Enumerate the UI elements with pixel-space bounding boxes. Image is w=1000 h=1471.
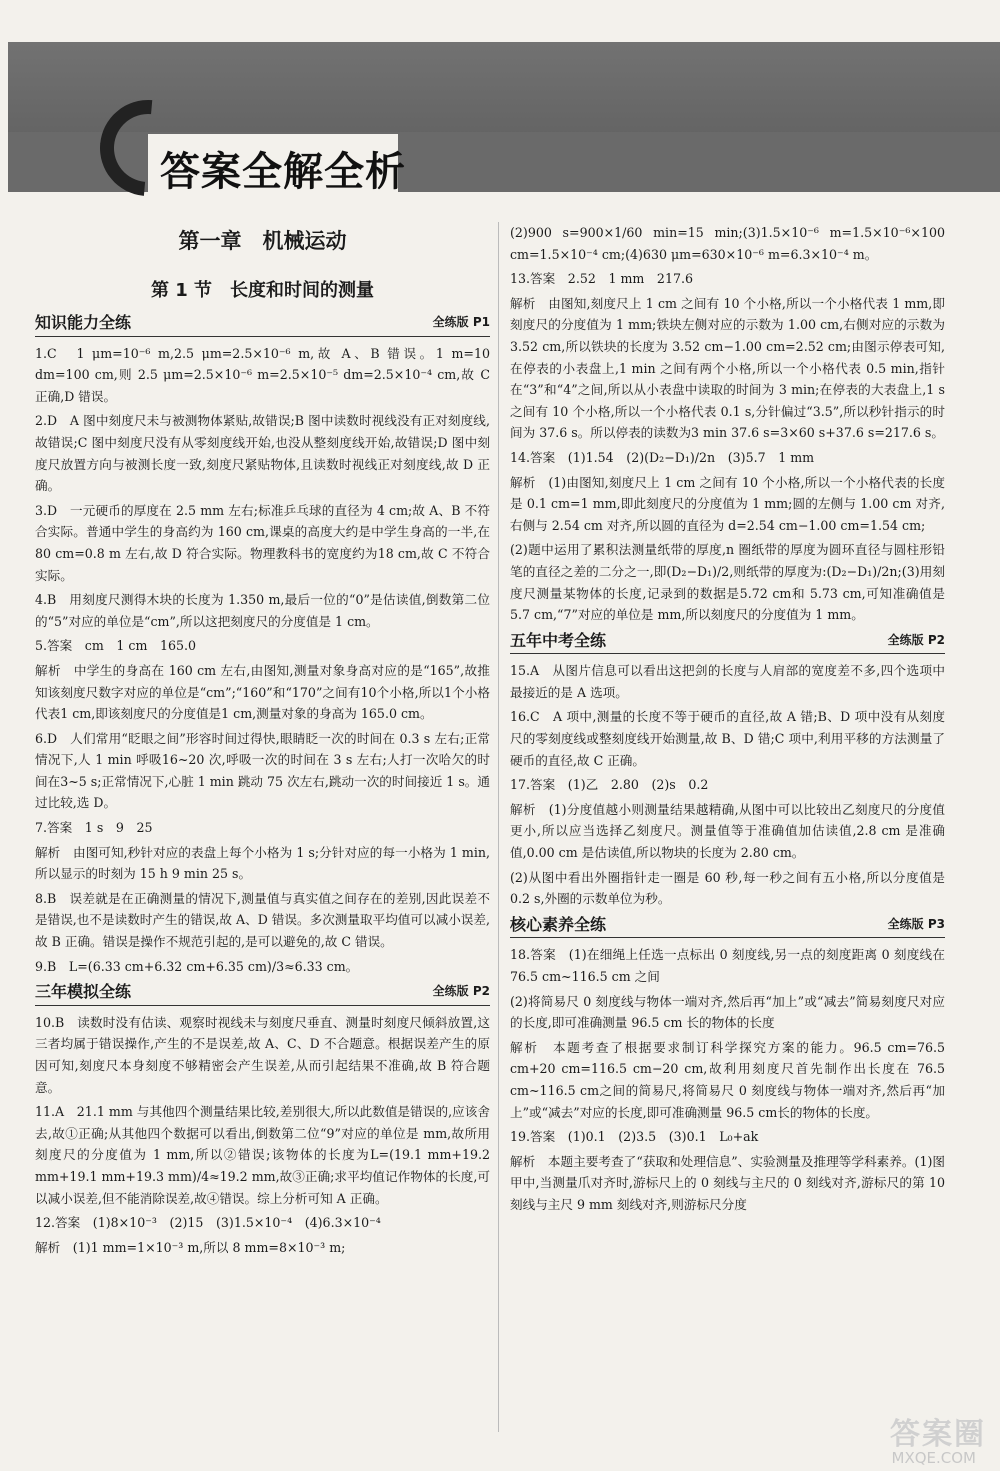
answer-item: 解析 本题主要考查了“获取和处理信息”、实验测量及推理等学科素养。(1)图甲中,当测量爪对齐时,游标尺上的 0 刻线与主尺的 0 刻线对齐,游标尺的第 10 刻线与主尺 9 mm 刻线对齐,则游标尺分度 [510,1153,945,1212]
watermark-url: MXQE.COM [891,1449,976,1467]
section-title: 第 1 节 长度和时间的测量 [150,280,375,301]
answer-item: 7.答案 1 s 9 25 [35,820,153,836]
answer-item: 13.答案 2.52 1 mm 217.6 [510,271,693,287]
answer-item: (2)从图中看出外圈指针走一圈是 60 秒,每一秒之间有五小格,所以分度值是 0.2 s,外圈的示数单位为秒。 [510,869,945,907]
section-bar-3 [510,630,945,655]
watermark-text: 答案圈 [890,1417,986,1452]
answer-item: 12.答案 (1)8×10⁻³ (2)15 (3)1.5×10⁻⁴ (4)6.3×10⁻⁴ [35,1215,381,1231]
section-bar-page: 全练版 P2 [432,984,490,999]
answer-list-3 [510,660,945,910]
column-divider [498,222,499,1432]
answer-item: 17.答案 (1)乙 2.80 (2)s 0.2 [510,777,709,793]
chapter-title: 第一章 机械运动 [178,229,347,253]
answer-item: 解析 由图可知,秒针对应的表盘上每个小格为 1 s;分针对应的每一小格为 1 min,所以显示的时刻为 15 h 9 min 25 s。 [35,844,490,882]
answer-item: (2)将简易尺 0 刻度线与物体一端对齐,然后再“加上”或“减去”简易刻度尺对应的长度,即可准确测量 96.5 cm 长的物体的长度 [510,993,945,1031]
right-column [510,222,945,1219]
answer-item: 14.答案 (1)1.54 (2)(D₂−D₁)/2n (3)5.7 1 mm [510,449,815,465]
answer-item: 3.D 一元硬币的厚度在 2.5 mm 左右;标准乒乓球的直径为 4 cm;故 A、B 不符合实际。普通中学生的身高约为 160 cm,课桌的高度大约是中学生身高的一半,在 80 cm=0.8 m 左右,故 D 符合实际。物理教科书的宽度约为18 cm,故 C 不符合实际。 [35,502,490,583]
section-bar-title: 三年模拟全练 [35,982,132,1002]
answer-item: 16.C A 项中,测量的长度不等于硬币的直径,故 A 错;B、D 项中没有从刻度尺的零刻度线或整刻度线开始测量,故 B、D 错;C 项中,利用平移的方法测量了硬币的直径,故 C 正确。 [510,709,945,768]
section-bar-page: 全练版 P2 [887,632,945,647]
answer-item: 9.B L=(6.33 cm+6.32 cm+6.35 cm)/3≈6.33 cm。 [35,958,359,974]
answer-item: 15.A 从图片信息可以看出这把剑的长度与人肩部的宽度差不多,四个选项中最接近的是 A 选项。 [510,663,945,700]
section-bar-page: 全练版 P1 [432,315,490,329]
answer-item: 解析 本题考查了根据要求制订科学探究方案的能力。96.5 cm=76.5 cm+20 cm=116.5 cm−20 cm,故利用刻度尺首先制作出长度在 76.5 cm~116.5 cm之间的简易尺,将简易尺 0 刻度线与物体一端对齐,然后再“加上”或“减去”对应的长度,即可准确测量 96.5 cm长的物体的长度。 [510,1039,945,1120]
section-bar-4 [510,914,945,939]
answer-item: 6.D 人们常用“眨眼之间”形容时间过得快,眼睛眨一次的时间在 0.3 s 左右;正常情况下,人 1 min 呼吸16~20 次,呼吸一次的时间在 3 s 左右;人打一次哈欠的时间在3~5 s;正常情况下,心脏 1 min 跳动 75 次左右,跳动一次的时间接近 1 s。通过比较,选 D。 [35,730,490,811]
left-column [35,222,490,1261]
answer-item: (2)题中运用了累积法测量纸带的厚度,n 圈纸带的厚度为圆环直径与圆柱形铅笔的直径之差的二分之一,即(D₂−D₁)/2,则纸带的厚度为:(D₂−D₁)/2n;(3)用刻度尺测量某物体的长度,记录到的数据是5.72 cm和 5.73 cm,可知准确值是 5.7 cm,“7”对应的单位是 mm,所以刻度尺的分度值为 1 mm。 [510,542,945,623]
answer-item: 10.B 读数时没有估读、观察时视线未与刻度尺垂直、测量时刻度尺倾斜放置,这三者均属于错误操作,产生的不是误差,故 A、C、D 不合题意。根据误差产生的原因可知,刻度尺本身刻度不够精密会产生误差,从而引起结果不准确,故 B 符合题意。 [35,1014,490,1095]
section-bar-page: 全练版 P3 [887,916,945,931]
page-title: 答案全解全析 [160,149,406,195]
answer-item: 2.D A 图中刻度尺未与被测物体紧贴,故错误;B 图中读数时视线没有正对刻度线,故错误;C 图中刻度尺没有从零刻度线开始,也没从整刻度线开始,故错误;D 图中刻度尺放置方向与被测长度一致,刻度尺紧贴物体,且读数时视线正对刻度线,故 D 正确。 [35,413,490,494]
section-bar-title: 知识能力全练 [35,313,132,332]
answer-item: 解析 (1)由图知,刻度尺上 1 cm 之间有 10 个小格,所以一个小格代表的长度是 0.1 cm=1 mm,即此刻度尺的分度值为 1 mm;圆的左侧与 1.00 cm 对齐,右侧与 2.54 cm 对齐,所以圆的直径为 d=2.54 cm−1.00 cm=1.54 cm; [510,474,945,533]
answer-list-4 [510,944,945,1215]
answer-item: 1.C 1 μm=10⁻⁶ m,2.5 μm=2.5×10⁻⁶ m,故 A、B 错误。1 m=10 dm=100 cm,则 2.5 μm=2.5×10⁻⁶ m=2.5×10⁻⁵ dm=2.5×10⁻⁴ cm,故 C 正确,D 错误。 [35,345,490,404]
title-block [90,100,490,210]
answer-list-2 [35,1012,490,1259]
section-bar-title: 五年中考全练 [510,630,607,650]
answer-item: 解析 (1)1 mm=1×10⁻³ m,所以 8 mm=8×10⁻³ m; [35,1239,346,1255]
answer-item: 19.答案 (1)0.1 (2)3.5 (3)0.1 L₀+ak [510,1129,759,1145]
answer-item: 5.答案 cm 1 cm 165.0 [35,638,197,654]
watermark-logo [796,1393,986,1467]
answer-item: 11.A 21.1 mm 与其他四个测量结果比较,差别很大,所以此数值是错误的,应该舍去,故①正确;从其他四个数据可以看出,倒数第二位“9”对应的单位是 mm,故所用刻度尺的分度值为 1 mm,所以②错误;该物体的长度为L=(19.1 mm+19.2 mm+19.1 mm+19.3 mm)/4≈19.2 mm,故③正确;求平均值记作物体的长度,可以减小误差,但不能消除误差,故④错误。综上分析可知 A 正确。 [35,1104,490,1206]
answer-item: 解析 中学生的身高在 160 cm 左右,由图知,测量对象身高对应的是“165”,故推知该刻度尺数字对应的单位是“cm”;“160”和“170”之间有10个小格,所以1个小格代表1 cm,即该刻度尺的分度值是1 cm,测量对象的身高为 165.0 cm。 [35,662,490,722]
answer-item: 解析 由图知,刻度尺上 1 cm 之间有 10 个小格,所以一个小格代表 1 mm,即刻度尺的分度值为 1 mm;铁块左侧对应的示数为 1.00 cm,右侧对应的示数为 3.52 cm,所以铁块的长度为 3.52 cm−1.00 cm=2.52 cm;由图示停表可知,在停表的小表盘上,1 min 之间有两个小格,所以一个小格代表 0.5 min,指针在“3”和“4”之间,所以从小表盘中读取的时间为 3 min;在停表的大表盘上,1 s 之间有 10 个小格,所以一个小格代表 0.1 s,分针偏过“3.5”,所以秒针指示的时间为 37.6 s。所以停表的读数为3 min 37.6 s=3×60 s+37.6 s=217.6 s。 [510,295,945,441]
section-bar-1 [35,312,490,337]
answer-item: (2)900 s=900×1/60 min=15 min;(3)1.5×10⁻⁶ m=1.5×10⁻⁶×100 cm=1.5×10⁻⁴ cm;(4)630 μm=630×10⁻⁶ m=6.3×10⁻⁴ m。 [510,225,945,262]
answer-item: 8.B 误差就是在正确测量的情况下,测量值与真实值之间存在的差别,因此误差不是错误,也不是读数时产生的错误,故 A、D 错误。多次测量取平均值可以减小误差,故 B 正确。错误是操作不规范引起的,是可以避免的,故 C 错误。 [35,890,490,950]
section-bar-title: 核心素养全练 [510,914,607,934]
answer-item: 4.B 用刻度尺测得木块的长度为 1.350 m,最后一位的“0”是估读值,倒数第二位的“5”对应的单位是“cm”,所以这把刻度尺的分度值是 1 cm。 [35,592,490,629]
answer-item: 解析 (1)分度值越小则测量结果越精确,从图中可以比较出乙刻度尺的分度值更小,所以应当选择乙刻度尺。测量值等于准确值加估读值,2.8 cm 是准确值,0.00 cm 是估读值,所以物块的长度为 2.80 cm。 [510,801,945,861]
section-bar-2 [35,981,490,1006]
answer-item: 18.答案 (1)在细绳上任选一点标出 0 刻度线,另一点的刻度距离 0 刻度线在 76.5 cm~116.5 cm 之间 [510,947,945,984]
answer-list-0 [510,222,945,626]
answer-list-1 [35,343,490,978]
